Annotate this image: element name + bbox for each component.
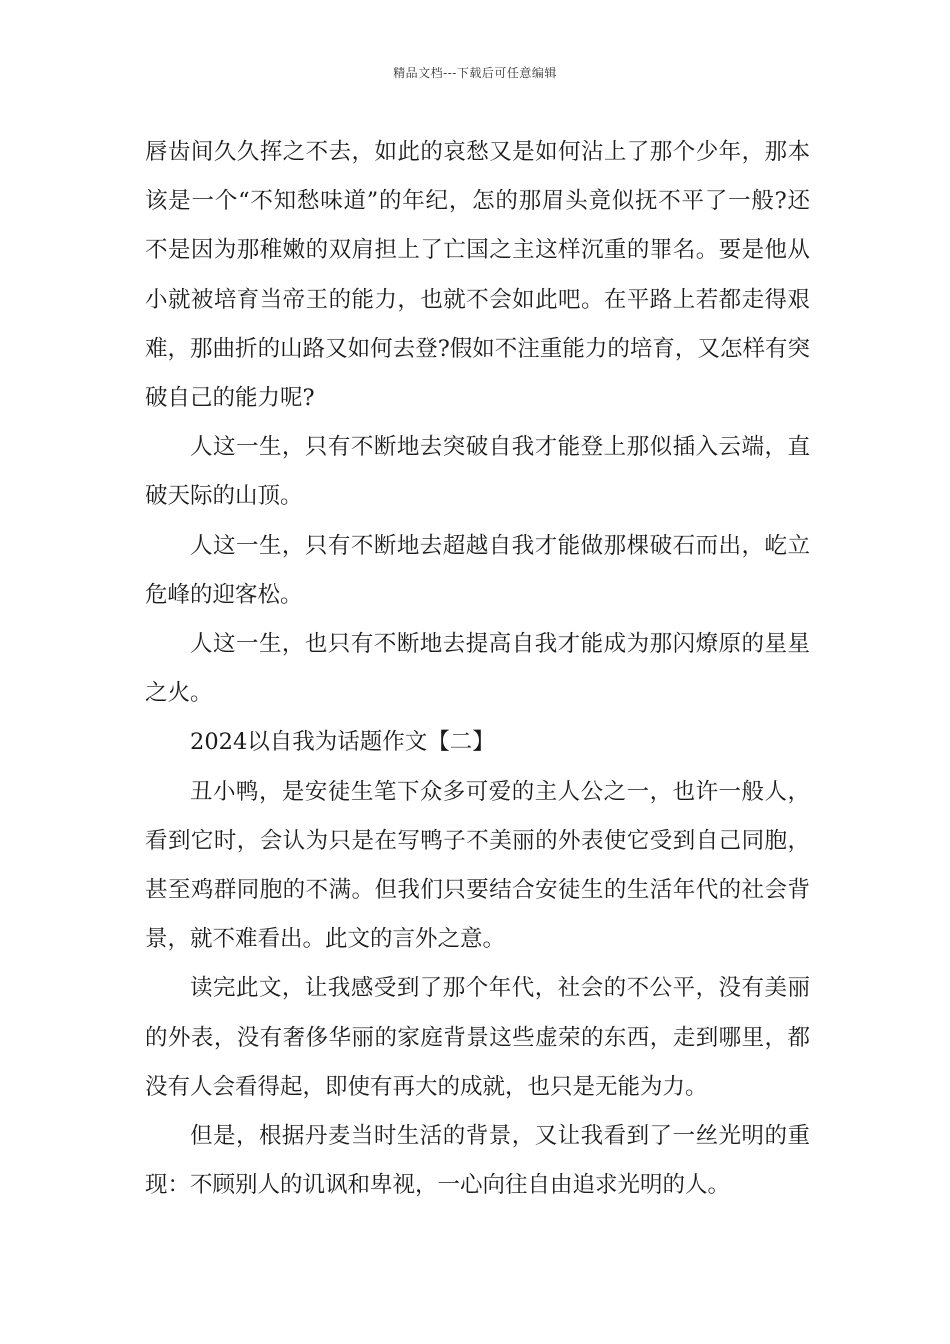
- paragraph: 人这一生，也只有不断地去提高自我才能成为那闪燎原的星星之火。: [145, 631, 810, 707]
- document-body: [145, 128, 810, 1210]
- paragraph: 读完此文，让我感受到了那个年代，社会的不公平，没有美丽的外表，没有奢侈华丽的家庭背景这些虚荣的东西，走到哪里，都没有人会看得起，即使有再大的成就，也只是无能为力。: [145, 975, 810, 1100]
- paragraph: 人这一生，只有不断地去超越自我才能做那棵破石而出，屹立危峰的迎客松。: [145, 532, 810, 608]
- page-header: 精品文档---下载后可任意编辑: [393, 66, 557, 80]
- paragraph: 但是，根据丹麦当时生活的背景，又让我看到了一丝光明的重现：不顾别人的讥讽和卑视，一心向往自由追求光明的人。: [145, 1123, 810, 1199]
- section-heading: 2024以自我为话题作文【二】: [190, 729, 495, 756]
- paragraph-continuation: 唇齿间久久挥之不去，如此的哀愁又是如何沾上了那个少年，那本该是一个“不知愁味道”的年纪，怎的那眉头竟似抚不平了一般?还不是因为那稚嫩的双肩担上了亡国之主这样沉重的罪名。要是他从小就被培育当帝王的能力，也就不会如此吧。在平路上若都走得艰难，那曲折的山路又如何去登?假如不注重能力的培育，又怎样有突破自己的能力呢?: [145, 139, 810, 412]
- paragraph: 丑小鸭，是安徒生笔下众多可爱的主人公之一，也许一般人，看到它时，会认为只是在写鸭子不美丽的外表使它受到自己同胞，甚至鸡群同胞的不满。但我们只要结合安徒生的生活年代的社会背景，就不难看出。此文的言外之意。: [145, 778, 810, 953]
- paragraph: 人这一生，只有不断地去突破自我才能登上那似插入云端，直破天际的山顶。: [145, 434, 810, 510]
